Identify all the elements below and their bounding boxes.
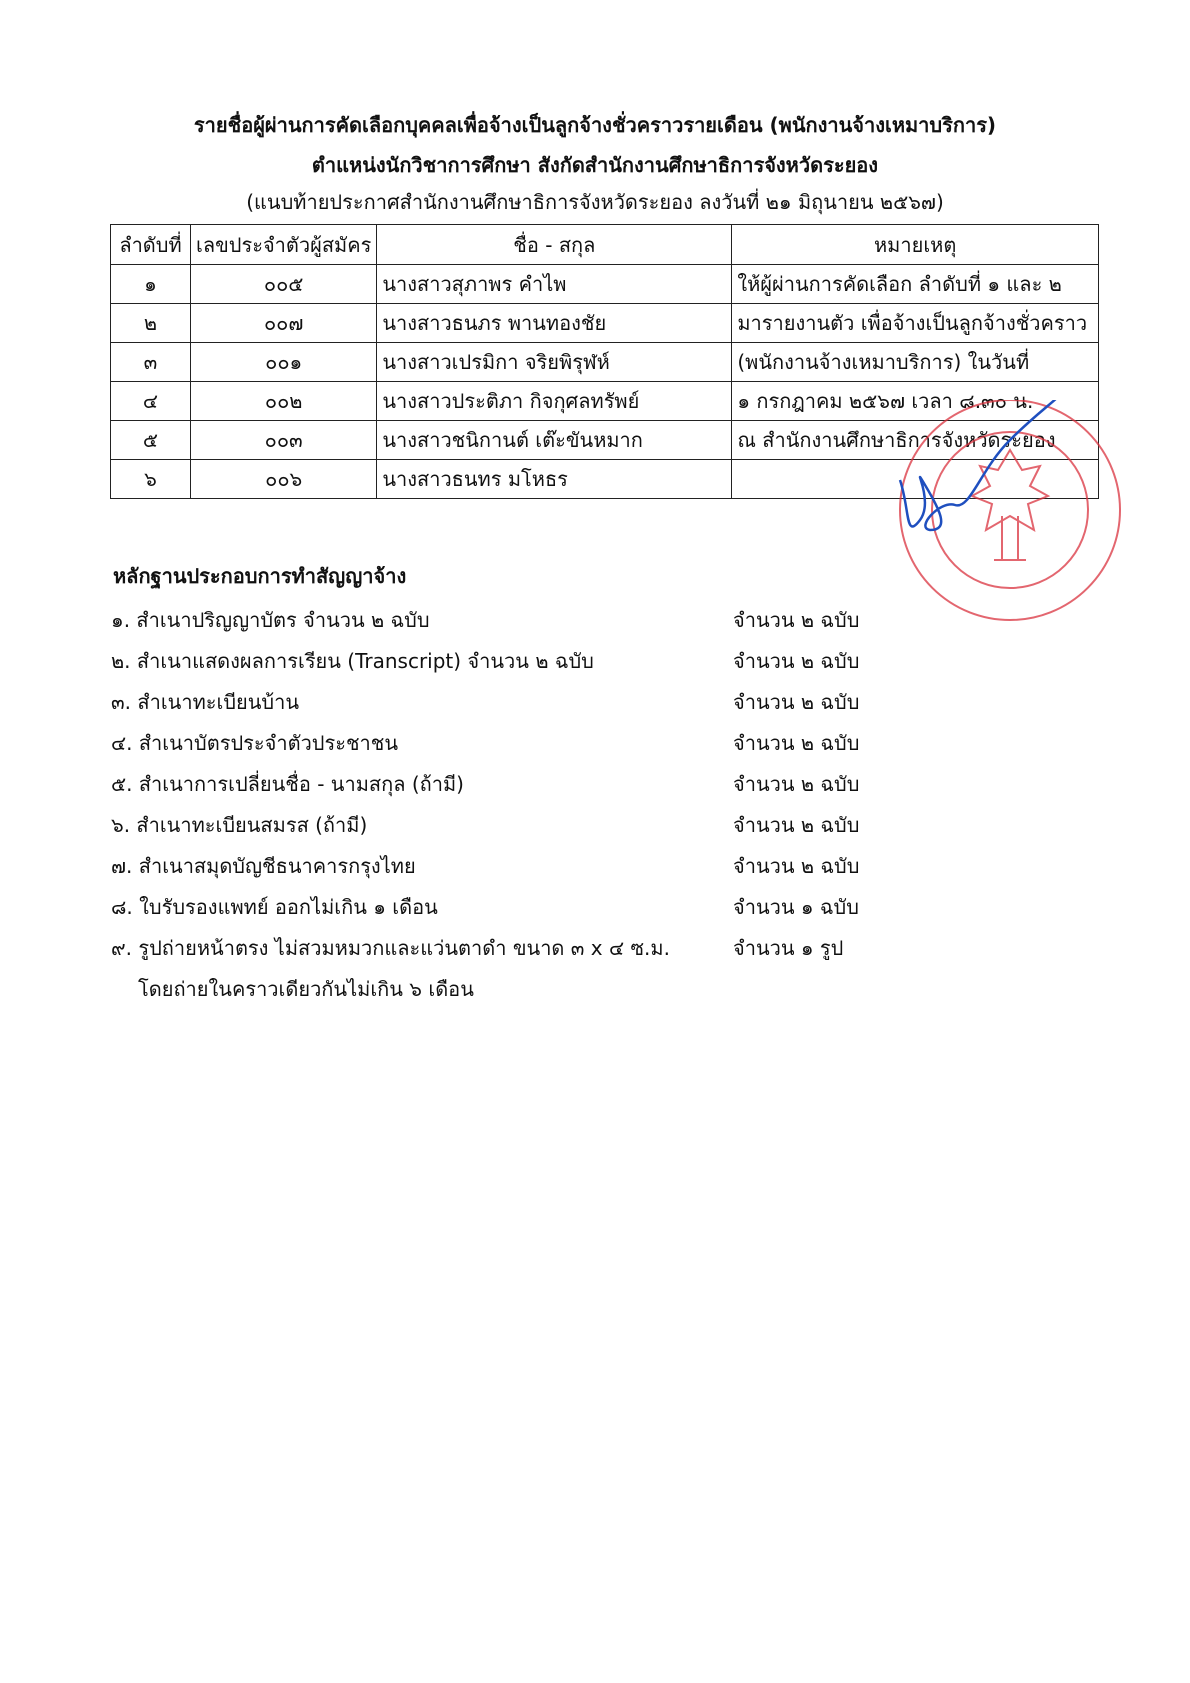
cell-applicant-id: ๐๐๒ (191, 382, 377, 421)
table-header-row (111, 225, 1099, 265)
document-quantity: จำนวน ๒ ฉบับ (733, 731, 860, 755)
header-applicant-id: เลขประจำตัวผู้สมัคร (191, 225, 377, 265)
cell-applicant-id: ๐๐๓ (191, 421, 377, 460)
document-quantity: จำนวน ๒ ฉบับ (733, 772, 860, 796)
table-row (111, 460, 1099, 499)
documents-heading: หลักฐานประกอบการทำสัญญาจ้าง (113, 564, 407, 588)
document-label: ๕. สำเนาการเปลี่ยนชื่อ - นามสกุล (ถ้ามี) (111, 772, 464, 796)
list-item (111, 887, 1011, 928)
document-label: ๔. สำเนาบัตรประจำตัวประชาชน (111, 731, 399, 755)
cell-order: ๒ (111, 304, 191, 343)
table-row (111, 343, 1099, 382)
document-label: ๘. ใบรับรองแพทย์ ออกไม่เกิน ๑ เดือน (111, 895, 438, 919)
document-title-line2: ตำแหน่งนักวิชาการศึกษา สังกัดสำนักงานศึกษาธิการจังหวัดระยอง (311, 153, 879, 177)
document-label: ๖. สำเนาทะเบียนสมรส (ถ้ามี) (111, 813, 368, 837)
table-row (111, 304, 1099, 343)
list-item (111, 846, 1011, 887)
cell-order: ๕ (111, 421, 191, 460)
cell-remarks: (พนักงานจ้างเหมาบริการ) ในวันที่ (732, 343, 1099, 382)
document-label-continuation: โดยถ่ายในคราวเดียวกันไม่เกิน ๖ เดือน (138, 977, 474, 1001)
document-quantity: จำนวน ๒ ฉบับ (733, 649, 860, 673)
document-label: ๗. สำเนาสมุดบัญชีธนาคารกรุงไทย (111, 854, 416, 878)
cell-remarks: ณ สำนักงานศึกษาธิการจังหวัดระยอง (732, 421, 1099, 460)
list-item (111, 928, 1011, 1001)
cell-full-name: นางสาวชนิกานต์ เต๊ะขันหมาก (377, 421, 732, 460)
cell-applicant-id: ๐๐๑ (191, 343, 377, 382)
header-order: ลำดับที่ (111, 225, 191, 265)
document-quantity: จำนวน ๒ ฉบับ (733, 813, 860, 837)
cell-order: ๖ (111, 460, 191, 499)
cell-applicant-id: ๐๐๖ (191, 460, 377, 499)
document-title-line1: รายชื่อผู้ผ่านการคัดเลือกบุคคลเพื่อจ้างเป็นลูกจ้างชั่วคราวรายเดือน (พนักงานจ้างเหมาบริการ) (193, 113, 997, 137)
document-quantity: จำนวน ๒ ฉบับ (733, 608, 860, 632)
document-label: ๑. สำเนาปริญญาบัตร จำนวน ๒ ฉบับ (111, 608, 430, 632)
list-item (111, 723, 1011, 764)
cell-order: ๔ (111, 382, 191, 421)
list-item (111, 764, 1011, 805)
document-subtitle: (แนบท้ายประกาศสำนักงานศึกษาธิการจังหวัดระยอง ลงวันที่ ๒๑ มิถุนายน ๒๕๖๗) (246, 190, 944, 214)
cell-full-name: นางสาวสุภาพร คำไพ (377, 265, 732, 304)
cell-remarks (732, 460, 1099, 499)
cell-order: ๑ (111, 265, 191, 304)
list-item (111, 682, 1011, 723)
cell-applicant-id: ๐๐๗ (191, 304, 377, 343)
cell-remarks: มารายงานตัว เพื่อจ้างเป็นลูกจ้างชั่วคราว (732, 304, 1099, 343)
document-label: ๙. รูปถ่ายหน้าตรง ไม่สวมหมวกและแว่นตาดำ ขนาด ๓ x ๔ ซ.ม. (111, 936, 670, 960)
header-remarks: หมายเหตุ (732, 225, 1099, 265)
documents-list (111, 600, 1011, 1001)
table-row (111, 421, 1099, 460)
table-row (111, 382, 1099, 421)
document-label: ๒. สำเนาแสดงผลการเรียน (Transcript) จำนวน ๒ ฉบับ (111, 649, 594, 673)
document-label: ๓. สำเนาทะเบียนบ้าน (111, 690, 300, 714)
cell-full-name: นางสาวธนภร พานทองชัย (377, 304, 732, 343)
table-row (111, 265, 1099, 304)
cell-applicant-id: ๐๐๕ (191, 265, 377, 304)
list-item (111, 600, 1011, 641)
document-quantity: จำนวน ๒ ฉบับ (733, 690, 860, 714)
list-item (111, 805, 1011, 846)
cell-order: ๓ (111, 343, 191, 382)
cell-remarks: ให้ผู้ผ่านการคัดเลือก ลำดับที่ ๑ และ ๒ (732, 265, 1099, 304)
document-quantity: จำนวน ๑ ฉบับ (733, 895, 859, 919)
cell-full-name: นางสาวเปรมิกา จริยพิรุฬห์ (377, 343, 732, 382)
document-quantity: จำนวน ๒ ฉบับ (733, 854, 860, 878)
header-full-name: ชื่อ - สกุล (377, 225, 732, 265)
cell-remarks: ๑ กรกฎาคม ๒๕๖๗ เวลา ๘.๓๐ น. (732, 382, 1099, 421)
cell-full-name: นางสาวประติภา กิจกุศลทรัพย์ (377, 382, 732, 421)
list-item (111, 641, 1011, 682)
candidates-table (110, 224, 1099, 499)
cell-full-name: นางสาวธนทร มโหธร (377, 460, 732, 499)
document-quantity: จำนวน ๑ รูป (733, 936, 844, 960)
